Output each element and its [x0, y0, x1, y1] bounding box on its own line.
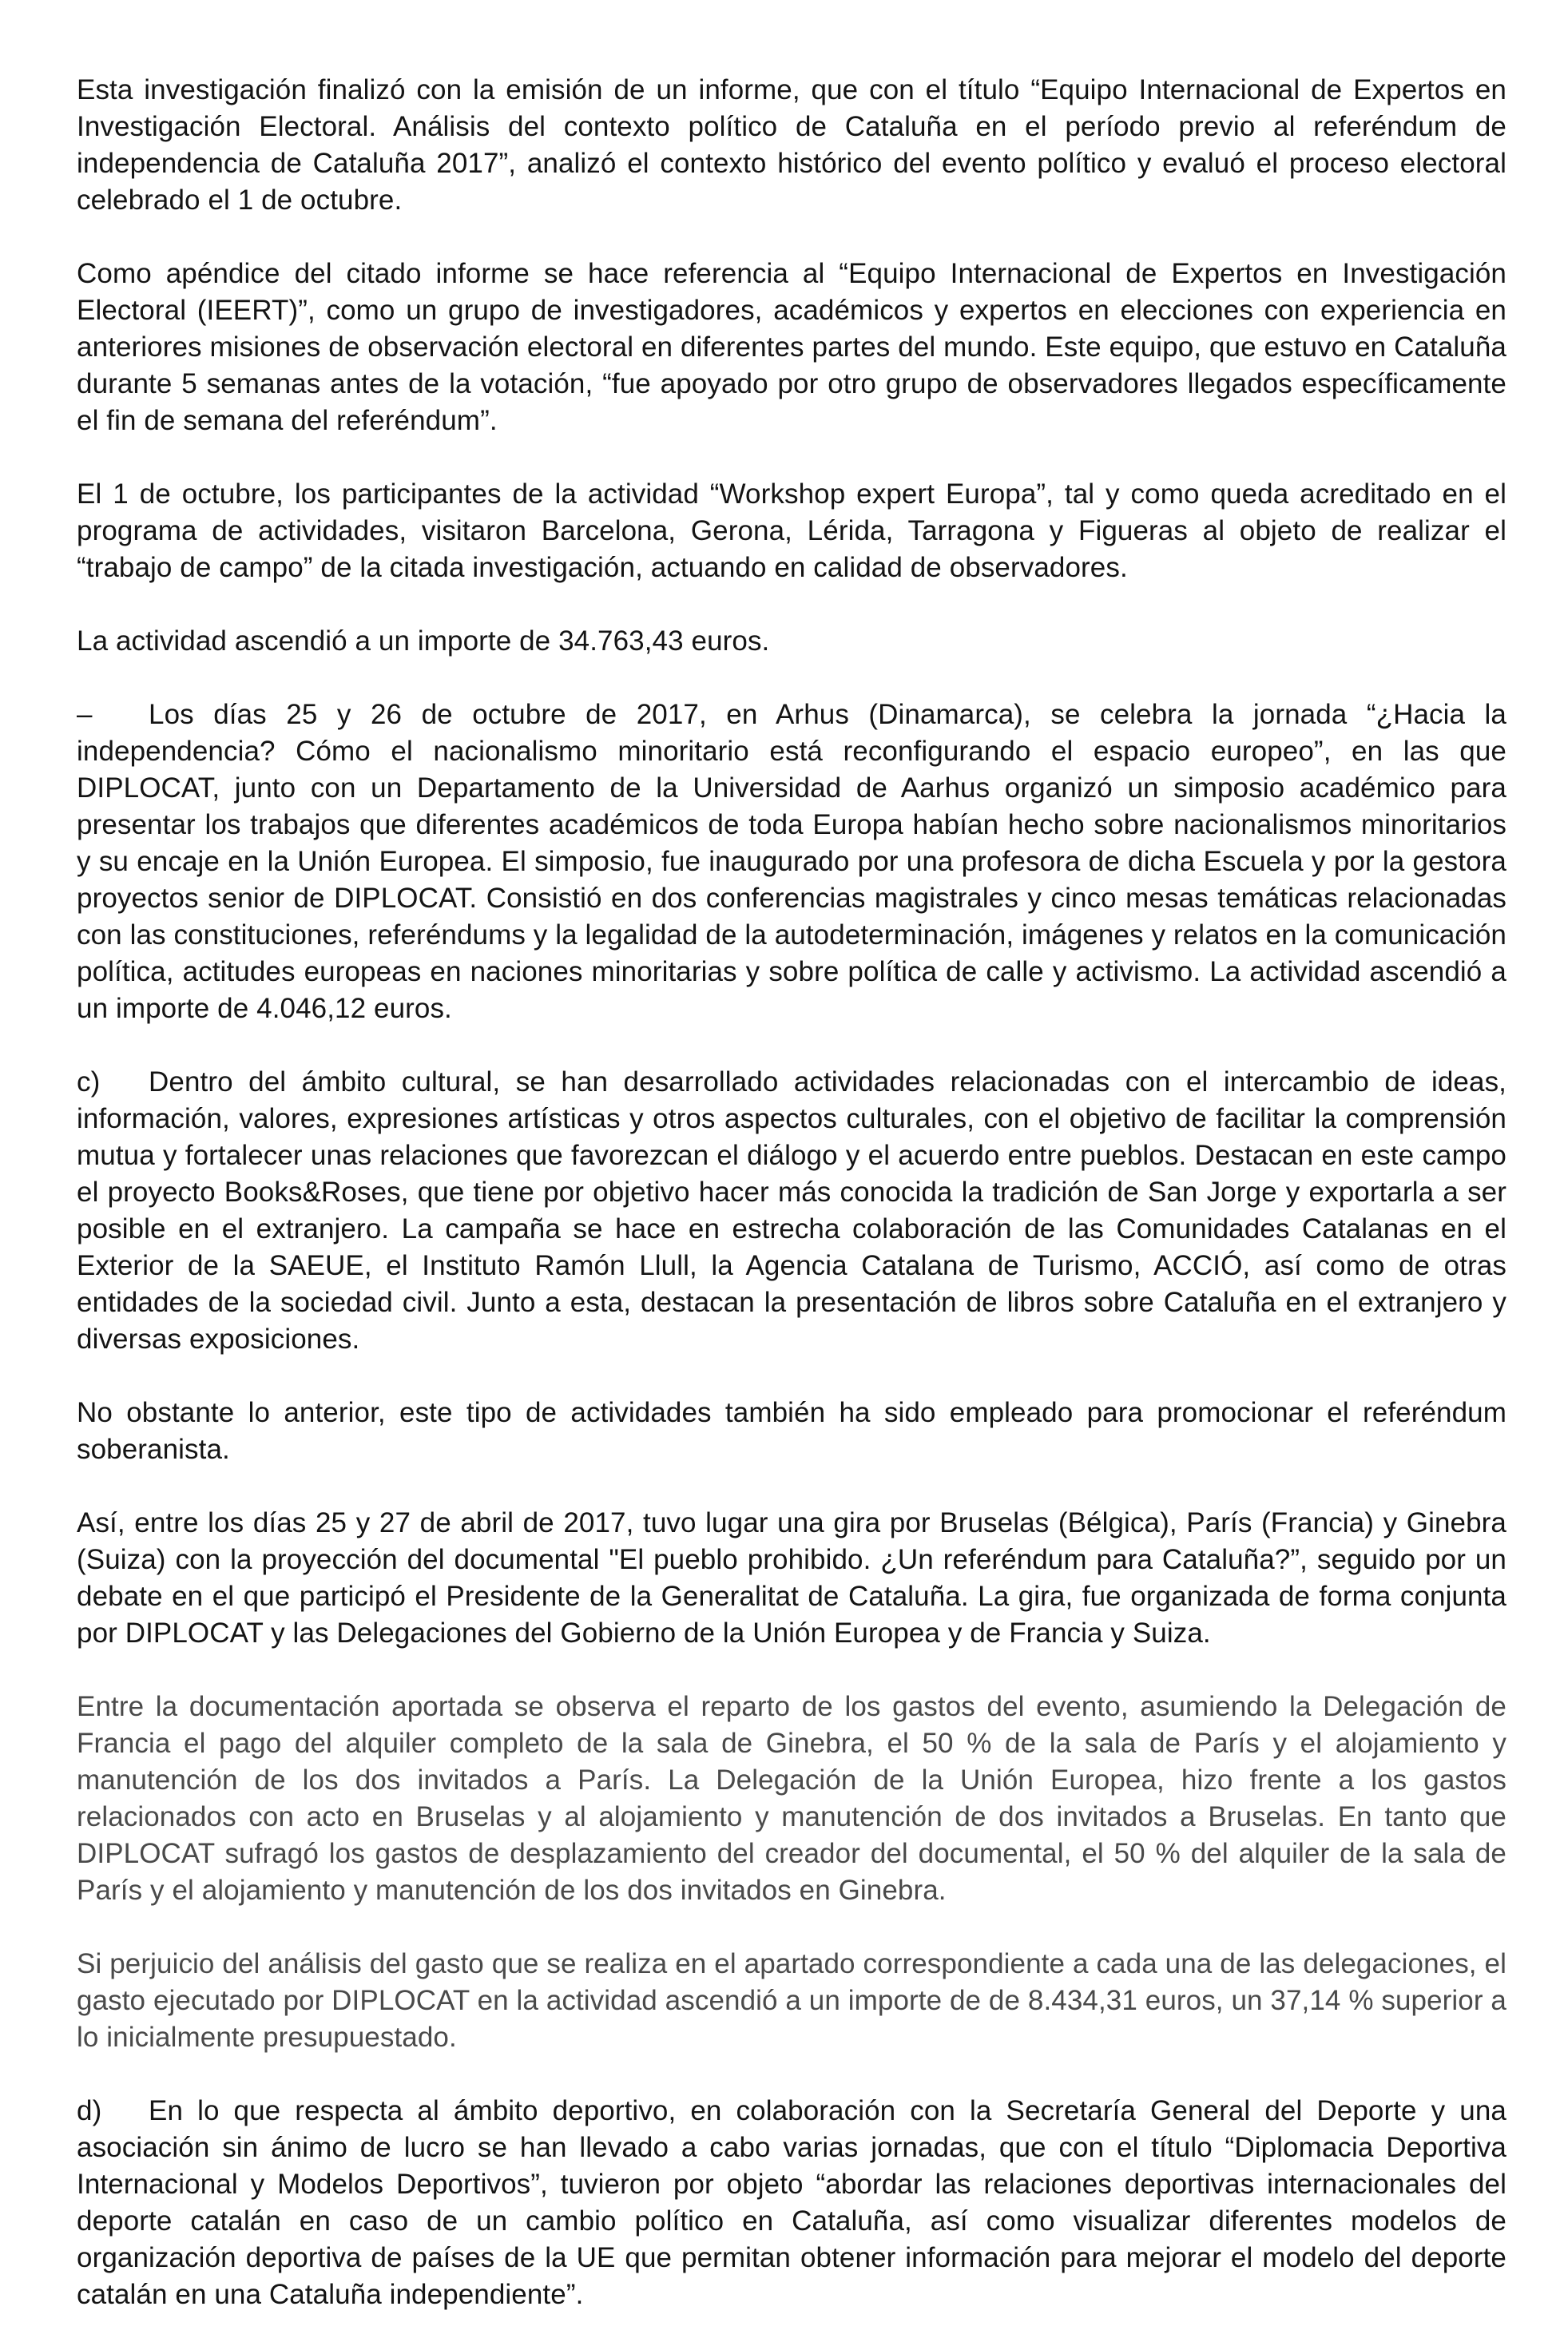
paragraph-text: Los días 25 y 26 de octubre de 2017, en Arhus (Dinamarca), se celebra la jornada “¿Hacia la independencia? Cómo el nacionalismo minoritario está reconfigurando el espacio europeo”, en las que DIPLOCAT, junto con un Departamento de la Universidad de Aarhus organizó un simposio académico para presentar los trabajos que diferentes académicos de toda Europa habían hecho sobre nacionalismos minoritarios y su encaje en la Unión Europea. El simposio, fue inaugurado por una profesora de dicha Escuela y por la gestora proyectos senior de DIPLOCAT. Consistió en dos conferencias magistrales y cinco mesas temáticas relacionadas con las constituciones, referéndums y la legalidad de la autodeterminación, imágenes y relatos en la comunicación política, actitudes europeas en naciones minoritarias y sobre política de calle y activismo. La actividad ascendió a un importe de 4.046,12 euros. — [77, 699, 1506, 1024]
paragraph-text: Esta investigación finalizó con la emisión de un informe, que con el título “Equipo Internacional de Expertos en Investigación Electoral. Análisis del contexto político de Cataluña en el período previo al referéndum de independencia de Cataluña 2017”, analizó el contexto histórico del evento político y evaluó el proceso electoral celebrado el 1 de octubre. — [77, 74, 1506, 216]
paragraph-text: No obstante lo anterior, este tipo de actividades también ha sido empleado para promocionar el referéndum soberanista. — [77, 1397, 1506, 1465]
paragraph-apendice — [77, 256, 1506, 439]
paragraph-informe — [77, 72, 1506, 219]
paragraph-text: En lo que respecta al ámbito deportivo, en colaboración con la Secretaría General del Deporte y una asociación sin ánimo de lucro se han llevado a cabo varias jornadas, que con el título “Diplomacia Deportiva Internacional y Modelos Deportivos”, tuvieron por objeto “abordar las relaciones deportivas internacionales del deporte catalán en caso de un cambio político en Cataluña, así como visualizar diferentes modelos de organización deportiva de países de la UE que permitan obtener información para mejorar el modelo del deporte catalán en una Cataluña independiente”. — [77, 2095, 1506, 2310]
paragraph-text: Dentro del ámbito cultural, se han desarrollado actividades relacionadas con el intercambio de ideas, información, valores, expresiones artísticas y otros aspectos culturales, con el objetivo de facilitar la comprensión mutua y fortalecer unas relaciones que favorezcan el diálogo y el acuerdo entre pueblos. Destacan en este campo el proyecto Books&Roses, que tiene por objetivo hacer más conocida la tradición de San Jorge y exportarla a ser posible en el extranjero. La campaña se hace en estrecha colaboración de las Comunidades Catalanas en el Exterior de la SAEUE, el Instituto Ramón Llull, la Agencia Catalana de Turismo, ACCIÓ, así como de otras entidades de la sociedad civil. Junto a esta, destacan la presentación de libros sobre Cataluña en el extranjero y diversas exposiciones. — [77, 1066, 1506, 1355]
paragraph-text: Como apéndice del citado informe se hace referencia al “Equipo Internacional de Expertos en Investigación Electoral (IEERT)”, como un grupo de investigadores, académicos y expertos en elecciones con experiencia en anteriores misiones de observación electoral en diferentes partes del mundo. Este equipo, que estuvo en Cataluña durante 5 semanas antes de la votación, “fue apoyado por otro grupo de observadores llegados específicamente el fin de semana del referéndum”. — [77, 258, 1506, 436]
section-label-d: d) — [77, 2095, 102, 2126]
paragraph-reparto-gastos — [77, 1689, 1506, 1909]
paragraph-importe — [77, 623, 1506, 660]
paragraph-text: Si perjuicio del análisis del gasto que se realiza en el apartado correspondiente a cada una de las delegaciones, el gasto ejecutado por DIPLOCAT en la actividad ascendió a un importe de de 8.434,31 euros, un 37,14 % superior a lo inicialmente presupuestado. — [77, 1948, 1507, 2053]
paragraph-no-obstante — [77, 1395, 1506, 1468]
paragraph-ambito-cultural — [77, 1064, 1506, 1358]
paragraph-gira — [77, 1505, 1506, 1652]
paragraph-ambito-deportivo — [77, 2093, 1506, 2313]
paragraph-workshop — [77, 476, 1506, 586]
paragraph-text: Entre la documentación aportada se observa el reparto de los gastos del evento, asumiendo la Delegación de Francia el pago del alquiler completo de la sala de Ginebra, el 50 % de la sala de París y el alojamiento y manutención de los dos invitados a París. La Delegación de la Unión Europea, hizo frente a los gastos relacionados con acto en Bruselas y al alojamiento y manutención de dos invitados a Bruselas. En tanto que DIPLOCAT sufragó los gastos de desplazamiento del creador del documental, el 50 % del alquiler de la sala de París y el alojamiento y manutención de los dos invitados en Ginebra. — [77, 1691, 1506, 1906]
paragraph-gasto-ejecutado — [77, 1946, 1506, 2056]
paragraph-text: El 1 de octubre, los participantes de la actividad “Workshop expert Europa”, tal y como queda acreditado en el programa de actividades, visitaron Barcelona, Gerona, Lérida, Tarragona y Figueras al objeto de realizar el “trabajo de campo” de la citada investigación, actuando en calidad de observadores. — [77, 478, 1506, 583]
paragraph-text: La actividad ascendió a un importe de 34.763,43 euros. — [77, 625, 770, 657]
list-dash: – — [77, 699, 93, 730]
document-page — [77, 72, 1506, 2350]
paragraph-arhus — [77, 697, 1506, 1027]
paragraph-text: Así, entre los días 25 y 27 de abril de 2017, tuvo lugar una gira por Bruselas (Bélgica), París (Francia) y Ginebra (Suiza) con la proyección del documental "El pueblo prohibido. ¿Un referéndum para Cataluña?”, seguido por un debate en el que participó el Presidente de la Generalitat de Cataluña. La gira, fue organizada de forma conjunta por DIPLOCAT y las Delegaciones del Gobierno de la Unión Europea y de Francia y Suiza. — [77, 1507, 1506, 1649]
section-label-c: c) — [77, 1066, 101, 1098]
